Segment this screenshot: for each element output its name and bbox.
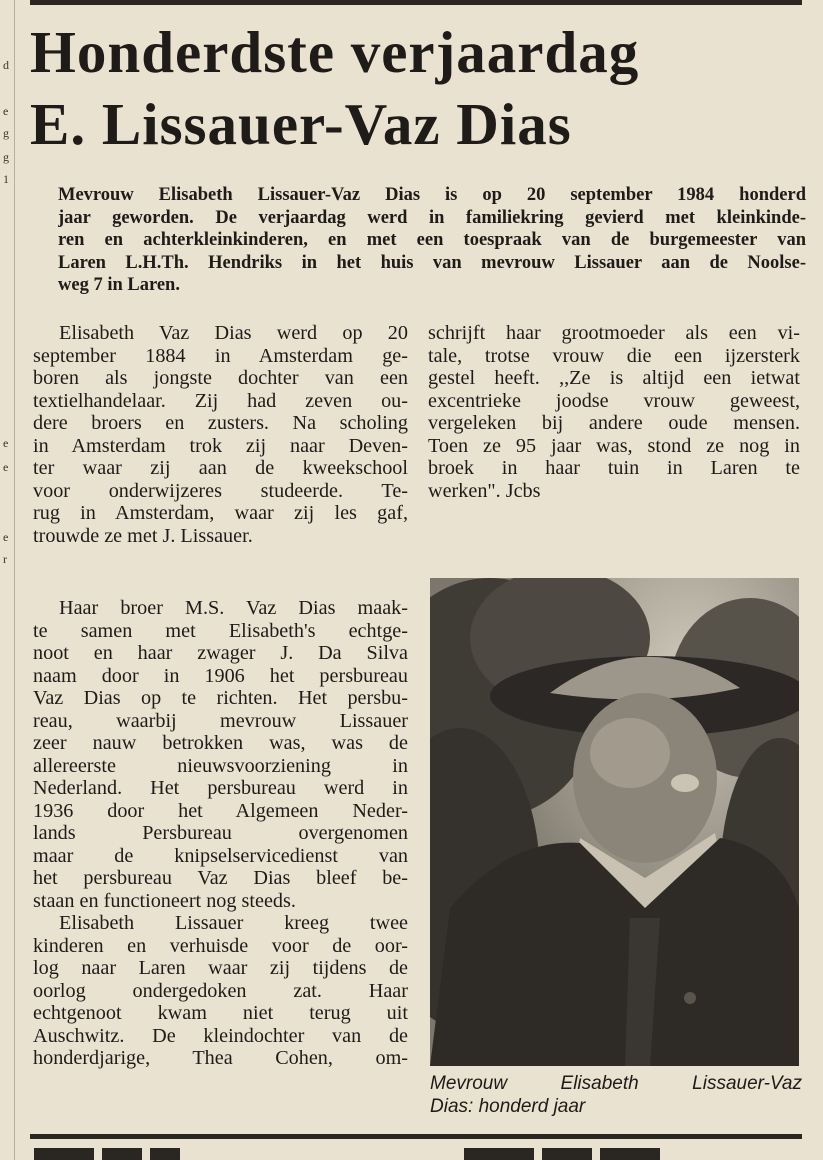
body-line: Vaz Dias op te richten. Het persbu- (33, 687, 408, 709)
edge-fragment: r (3, 552, 7, 566)
edge-fragment: e (3, 460, 9, 474)
body-column-right-top (428, 322, 800, 502)
headline-line: E. Lissauer-Vaz Dias (30, 91, 572, 157)
body-line: allereerste nieuwsvoorziening in (33, 754, 408, 777)
body-line: te samen met Elisabeth's echtge- (33, 619, 408, 642)
photo-caption (430, 1072, 802, 1118)
bottom-rule (30, 1134, 802, 1139)
body-line: vergeleken bij andere oude mensen. (428, 412, 800, 434)
body-line: rug in Amsterdam, waar zij les gaf, (33, 502, 408, 524)
body-line: maar de knipselservicedienst van (33, 844, 408, 867)
next-article-headline-clipped (34, 1148, 804, 1160)
body-line: voor onderwijzeres studeerde. Te- (33, 479, 408, 502)
body-line: excentrieke joodse vrouw geweest, (428, 389, 800, 412)
body-line: zeer nauw betrokken was, was de (33, 732, 408, 754)
edge-fragment: g (3, 126, 9, 140)
body-line: ter waar zij aan de kweekschool (33, 457, 408, 479)
body-line: naam door in 1906 het persbureau (33, 664, 408, 687)
body-line: noot en haar zwager J. Da Silva (33, 642, 408, 664)
edge-fragment: e (3, 530, 9, 544)
portrait-photo (430, 578, 799, 1066)
adjacent-column-edge (0, 0, 15, 1160)
body-line: log naar Laren waar zij tijdens de (33, 957, 408, 979)
body-line: broek in haar tuin in Laren te (428, 457, 800, 479)
body-column-left-bottom (33, 597, 408, 1070)
edge-fragment: g (3, 150, 9, 164)
body-line: gestel heeft. ,,Ze is altijd een ietwat (428, 367, 800, 389)
body-line: staan en functioneert nog steeds. (33, 889, 296, 912)
edge-fragment: e (3, 104, 9, 118)
edge-fragment: e (3, 436, 9, 450)
body-line: 1936 door het Algemeen Neder- (33, 799, 408, 822)
body-line: september 1884 in Amsterdam ge- (33, 344, 408, 367)
lead-line: weg 7 in Laren. (58, 275, 180, 296)
body-line: Elisabeth Vaz Dias werd op 20 (59, 322, 408, 344)
body-line: schrijft haar grootmoeder als een vi- (428, 322, 800, 344)
top-rule (30, 0, 802, 5)
body-line: in Amsterdam trok zij naar Deven- (33, 434, 408, 457)
body-line: Haar broer M.S. Vaz Dias maak- (59, 597, 408, 619)
body-line: Auschwitz. De kleindochter van de (33, 1024, 408, 1047)
headline-line: Honderdste verjaardag (30, 19, 640, 85)
body-line: textielhandelaar. Zij had zeven ou- (33, 389, 408, 412)
caption-line: Mevrouw Elisabeth Lissauer-Vaz (430, 1073, 802, 1094)
caption-line: Dias: honderd jaar (430, 1096, 586, 1117)
body-line: werken". Jcbs (428, 479, 541, 502)
body-line: tale, trotse vrouw die een ijzersterk (428, 344, 800, 367)
edge-fragment: d (3, 58, 9, 72)
body-line: kinderen en verhuisde voor de oor- (33, 934, 408, 957)
body-line: Nederland. Het persbureau werd in (33, 777, 408, 799)
article-headline (30, 16, 810, 160)
body-column-left-top (33, 322, 408, 547)
body-line: boren als jongste dochter van een (33, 367, 408, 389)
edge-fragment: 1 (3, 172, 9, 186)
body-line: dere broers en zusters. Na scholing (33, 412, 408, 434)
body-line: echtgenoot kwam niet terug uit (33, 1002, 408, 1024)
body-line: het persbureau Vaz Dias bleef be- (33, 867, 408, 889)
body-line: Toen ze 95 jaar was, stond ze nog in (428, 434, 800, 457)
article-lead (58, 184, 806, 297)
body-line: lands Persbureau overgenomen (33, 822, 408, 844)
lead-line: jaar geworden. De verjaardag werd in familiekring gevierd met kleinkinde- (58, 207, 806, 228)
portrait-photo-image (430, 578, 799, 1066)
body-line: oorlog ondergedoken zat. Haar (33, 979, 408, 1002)
body-line: Elisabeth Lissauer kreeg twee (59, 912, 408, 934)
lead-line: Mevrouw Elisabeth Lissauer-Vaz Dias is op 20 september 1984 honderd (58, 185, 806, 205)
body-line: reau, waarbij mevrouw Lissauer (33, 709, 408, 732)
lead-line: Laren L.H.Th. Hendriks in het huis van mevrouw Lissauer aan de Noolse- (58, 252, 806, 273)
lead-line: ren en achterkleinkinderen, en met een toespraak van de burgemeester van (58, 230, 806, 251)
body-line: trouwde ze met J. Lissauer. (33, 524, 253, 547)
body-line: honderdjarige, Thea Cohen, om- (33, 1047, 408, 1069)
